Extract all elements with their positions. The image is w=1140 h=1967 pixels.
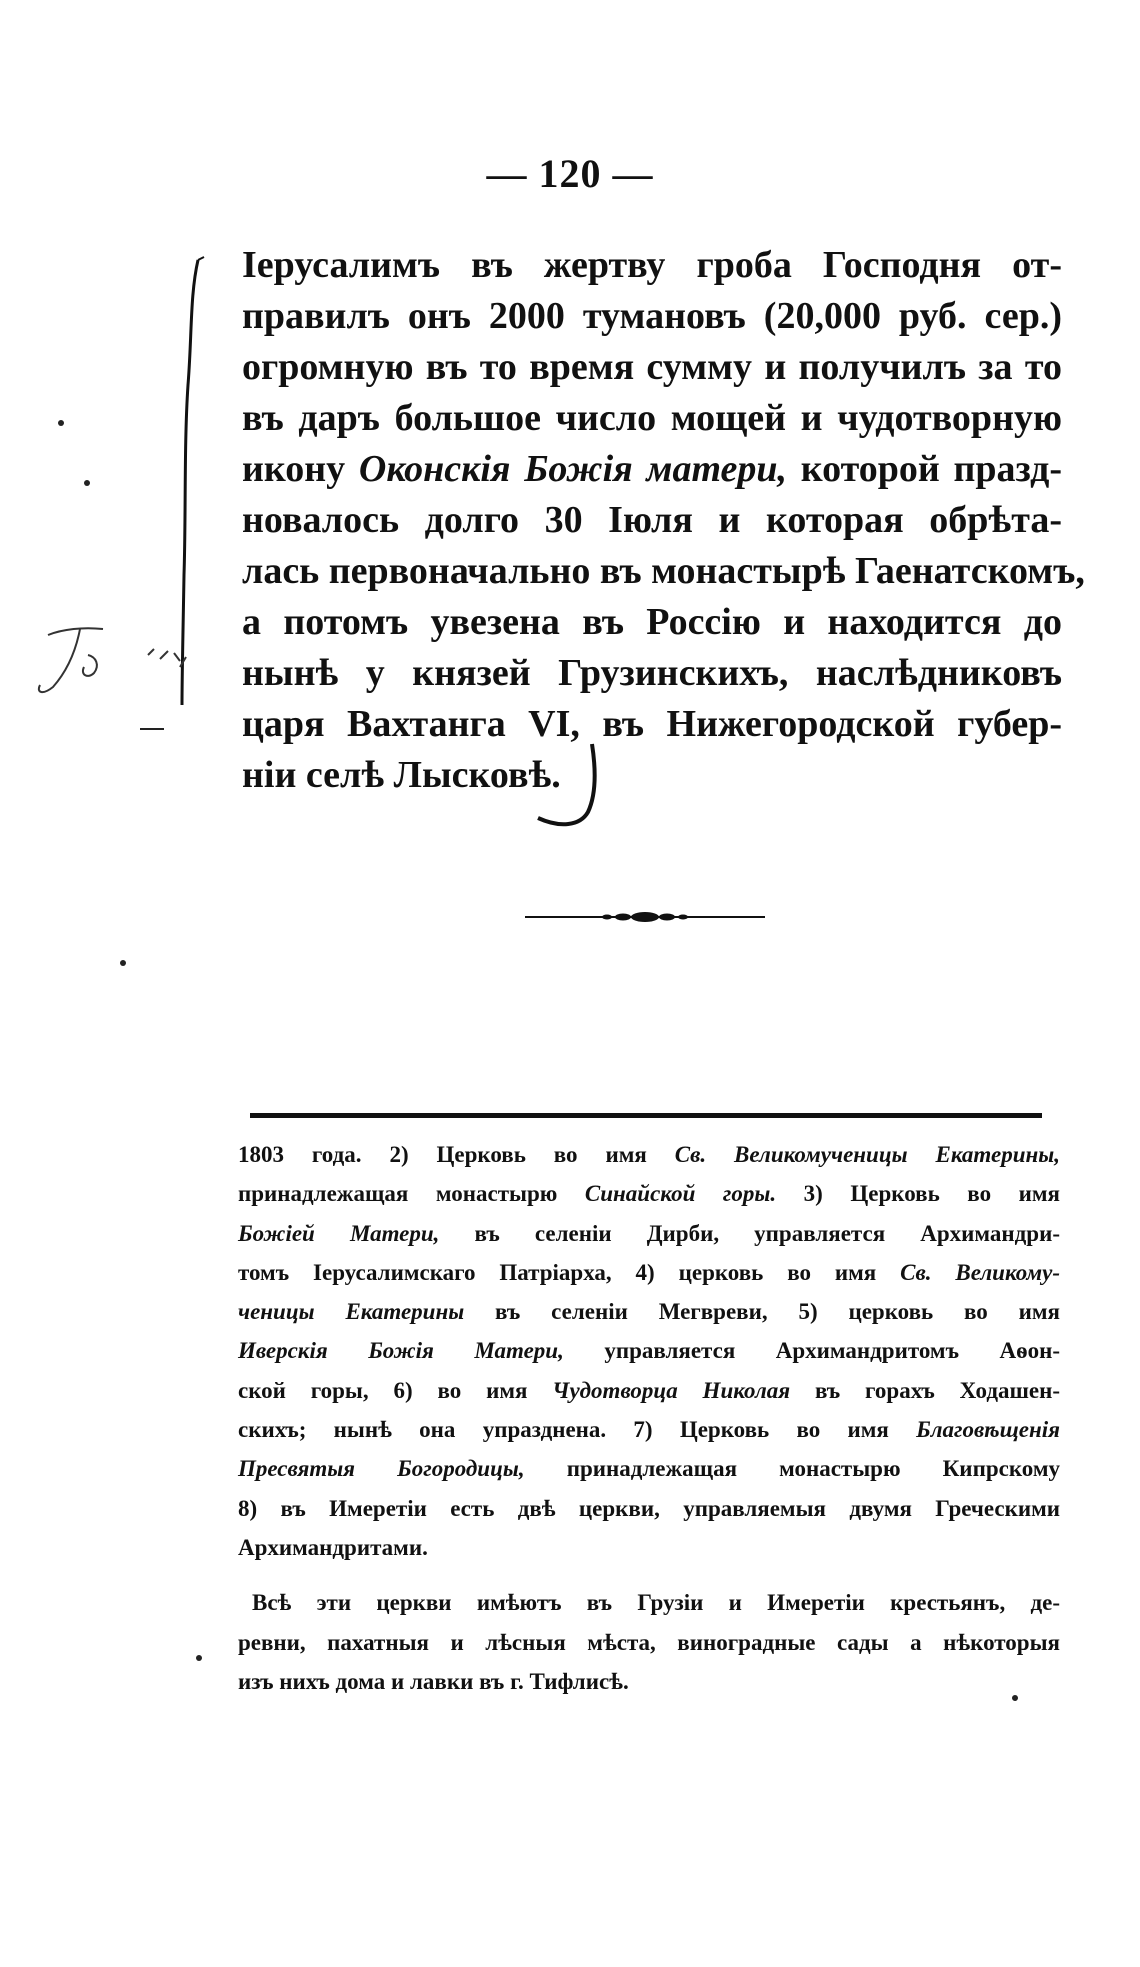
text-line: правилъ онъ 2000 тумановъ (20,000 руб. сер.) [242,295,1062,337]
footnote-gap [238,1567,1060,1583]
text-line: лась первоначально въ монастырѣ Гаенатскомъ, [242,550,1085,592]
footnote-run: принадлежащая монастырю [238,1181,585,1207]
footnote-italic-run: Чудотворца Николая [552,1377,791,1403]
handwritten-margin-note [28,615,208,705]
handwritten-closing-bracket [530,740,610,840]
footnote-line [238,1331,1060,1370]
ink-speck [120,960,126,966]
footnote-line [238,1253,1060,1292]
footnote-run: ской горы, 6) во имя [238,1377,553,1403]
footnote-run: Архимандритами. [238,1534,428,1560]
main-paragraph [242,240,1085,801]
footnotes-block [238,1135,1060,1701]
footnote-italic-run: Св. Великомученицы Екатерины, [674,1142,1060,1167]
text-line: въ даръ большое число мощей и чудотворную [242,397,1062,439]
footnote-italic-run: Благовѣщенія [916,1417,1060,1443]
text-run: которой празд- [787,448,1062,490]
ornament-divider [525,905,765,929]
text-line: нынѣ у князей Грузинскихъ, наслѣдниковъ [242,652,1062,694]
ink-speck [58,420,64,426]
footnote-line [238,1371,1060,1410]
footnote-line [238,1410,1060,1449]
footnote-italic-run: Божіей Матери, [238,1220,440,1246]
footnote-line [238,1583,1060,1622]
footnote-rule [250,1113,1042,1118]
footnote-run: томъ Іерусалимскаго Патріарха, 4) церковь во имя [238,1259,901,1285]
text-line [242,444,1062,495]
footnote-run: ревни, пахатныя и лѣсныя мѣста, виноградные сады а нѣкоторыя [238,1629,1060,1655]
footnote-run: принадлежащая монастырю Кипрскому [524,1456,1060,1482]
footnote-italic-run: ченицы Екатерины [238,1299,465,1325]
footnote-line [238,1449,1060,1488]
text-line: огромную въ то время сумму и получилъ за то [242,346,1062,388]
footnote-line [238,1135,1060,1174]
footnote-run: управляется Архимандритомъ Аѳон- [563,1338,1060,1364]
footnote-run: Всѣ эти церкви имѣютъ въ Грузіи и Имеретіи крестьянъ, де- [252,1590,1060,1616]
footnote-italic-run: Пресвятыя Богородицы, [238,1456,525,1482]
footnote-run: въ горахъ Ходашен- [790,1377,1060,1403]
footnote-run: 8) въ Имеретіи есть двѣ церкви, управляемыя двумя Греческими [238,1495,1060,1521]
footnote-line [238,1214,1060,1253]
footnote-line [238,1489,1060,1528]
footnote-run: изъ нихъ дома и лавки въ г. Тифлисѣ. [238,1668,629,1694]
margin-tick [140,726,164,732]
footnote-line [238,1292,1060,1331]
text-line: царя Вахтанга VI, въ Нижегородской губер- [242,703,1062,745]
footnote-italic-run: Синайской горы. [584,1181,777,1207]
text-line: ніи селѣ Лысковѣ. [242,754,561,796]
footnote-run: скихъ; нынѣ она упразднена. 7) Церковь во имя [238,1417,917,1443]
text-line: а потомъ увезена въ Россію и находится до [242,601,1062,643]
footnote-run: въ селеніи Мегвреви, 5) церковь во имя [464,1299,1060,1325]
italic-icon-name: Оконскія Божія матери, [358,448,788,490]
footnote-line [238,1174,1060,1213]
ink-speck [84,480,90,486]
text-line: Іерусалимъ въ жертву гроба Господня от- [242,244,1062,286]
footnote-line [238,1528,1060,1567]
text-line: новалось долго 30 Іюля и которая обрѣта- [242,499,1062,541]
footnote-italic-run: Иверскія Божія Матери, [238,1338,564,1364]
footnote-run: въ селеніи Дирби, управляется Архимандри- [439,1220,1060,1246]
footnote-line [238,1662,1060,1701]
footnote-run: 3) Церковь во имя [776,1181,1060,1207]
page-number: — 120 — [486,151,654,196]
footnote-italic-run: Св. Великому- [900,1259,1061,1285]
text-run: икону [242,448,359,490]
footnote-line [238,1623,1060,1662]
footnote-run: 1803 года. 2) Церковь во имя [238,1142,675,1167]
ink-speck [196,1655,202,1661]
